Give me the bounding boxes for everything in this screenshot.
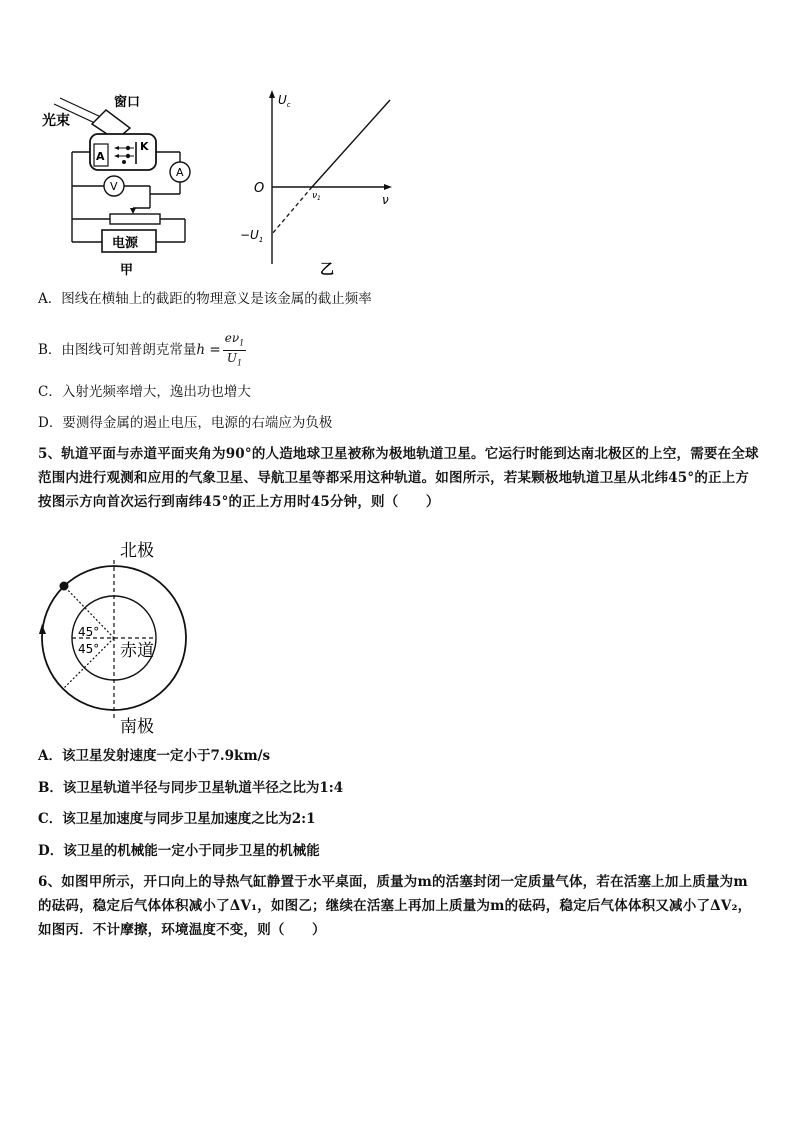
q5-option-c: C．该卫星加速度与同步卫星加速度之比为2:1 [38,811,316,827]
y-axis-label: $U_c$ [278,93,291,109]
angle-south-label: 45° [78,642,100,656]
cathode-label: K [140,140,149,153]
south-pole-label: 南极 [120,717,154,737]
voltmeter-label: V [110,180,118,193]
north-pole-label: 北极 [120,541,154,561]
graph-caption: 乙 [320,262,334,278]
q4-option-a: A．图线在横轴上的截距的物理意义是该金属的截止频率 [38,291,372,307]
q4-option-b-text: B．由图线可知普朗克常量 [38,342,197,358]
light-beam-label: 光束 [42,113,70,129]
q6-stem: 6、如图甲所示，开口向上的导热气缸静置于水平桌面，质量为m的活塞封闭一定质量气体，若在活塞上加上质量为m的砝码，稳定后气体体积减小了ΔV₁，如图乙；继续在活塞上再加上质量为m的砝码，稳定后气体体积又减小了ΔV₂，如图丙．不计摩擦，环境温度不变，则（ ） [38,874,752,938]
window-label: 窗口 [114,95,141,110]
q5-stem: 5、轨道平面与赤道平面夹角为90°的人造地球卫星被称为极地轨道卫星。它运行时能到达南北极区的上空，需要在全球范围内进行观测和应用的气象卫星、导航卫星等都采用这种轨道。如图所示，若某颗极地轨道卫星从北纬45°的正上方按图示方向首次运行到南纬45°的正上方用时45分钟，则（ ） [38,446,759,510]
power-label: 电源 [112,236,139,251]
q5-option-b: B．该卫星轨道半径与同步卫星轨道半径之比为1:4 [38,780,344,796]
y-intercept-label: $-U_1$ [240,228,264,244]
planck-formula-fraction: $\frac{e\nu_1}{U_1}$ [224,330,245,368]
q4-option-d: D．要测得金属的遏止电压，电源的右端应为负极 [38,415,333,431]
origin-label: O [254,181,265,196]
polar-orbit-figure [36,538,196,738]
circuit-caption: 甲 [120,263,134,278]
q5-option-d: D．该卫星的机械能一定小于同步卫星的机械能 [38,843,320,859]
q5-option-a: A．该卫星发射速度一定小于7.9km/s [38,748,271,764]
angle-north-label: 45° [78,625,100,639]
q4-option-b [38,330,246,370]
stopping-voltage-graph [232,88,402,278]
ammeter-label: A [176,166,184,179]
anode-label: A [96,150,105,163]
x-axis-label: ν [382,193,389,207]
planck-formula-lhs: h = [196,342,221,358]
x-intercept-label: $\nu_1$ [312,191,321,202]
equator-label: 赤道 [120,641,154,661]
photoelectric-circuit-figure [40,90,200,280]
q4-option-c: C．入射光频率增大，逸出功也增大 [38,384,251,400]
